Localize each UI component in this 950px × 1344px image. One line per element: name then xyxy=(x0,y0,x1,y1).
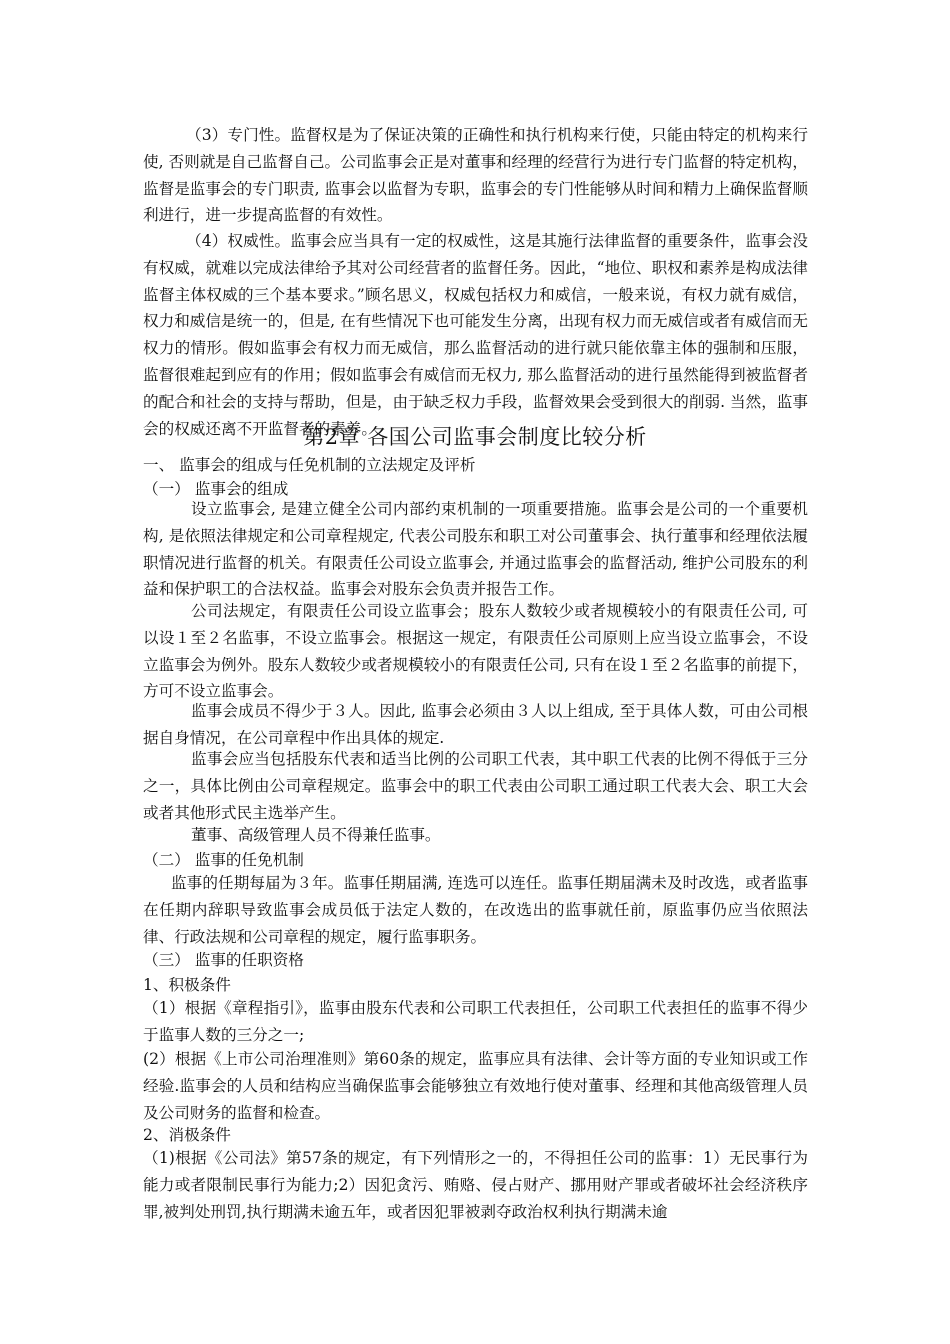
paragraph-company-law: 公司法规定，有限责任公司设立监事会；股东人数较少或者规模较小的有限责任公司, 可以设１至２名监事，不设立监事会。根据这一规定，有限责任公司原则上应当设立监事会，不设立监事会为例外。股东人数较少或者规模较小的有限责任公司, 只有在设１至２名监事的前提下，方可不设立监事会。 xyxy=(143,602,808,701)
paragraph-no-dual-role: 董事、高级管理人员不得兼任监事。 xyxy=(191,826,441,844)
chapter-title: 第2章 各国公司监事会制度比较分析 xyxy=(303,425,647,449)
negative-conditions-heading: 2、消极条件 xyxy=(143,1126,231,1144)
paragraph-setup: 设立监事会, 是建立健全公司内部约束机制的一项重要措施。监事会是公司的一个重要机构, 是依照法律规定和公司章程规定, 代表公司股东和职工对公司董事会、执行董事和经理依法履职情况进行监督的机关。有限责任公司设立监事会, 并通过监事会的监督活动, 维护公司股东的利益和保护职工的合法权益。监事会对股东会负责并报告工作。 xyxy=(143,500,808,599)
paragraph-members: 监事会成员不得少于３人。因此, 监事会必须由３人以上组成, 至于具体人数，可由公司根据自身情况，在公司章程中作出具体的规定. xyxy=(143,702,808,747)
paragraph-positive-1: （1）根据《章程指引》，监事由股东代表和公司职工代表担任，公司职工代表担任的监事不得少于监事人数的三分之一; xyxy=(143,999,808,1044)
subsection-heading-qualification: （三） 监事的任职资格 xyxy=(143,951,304,969)
paragraph-authority: （4）权威性。监事会应当具有一定的权威性，这是其施行法律监督的重要条件，监事会没有权威，就难以完成法律给予其对公司经营者的监督任务。因此，“地位、职权和素养是构成法律监督主体权威的三个基本要求。”顾名思义，权威包括权力和威信，一般来说，有权力就有威信，权力和威信是统一的，但是, 在有些情况下也可能发生分离，出现有权力而无威信或者有威信而无权力的情形。假如监事会有权力而无威信，那么监督活动的进行就只能依靠主体的强制和压服，监督很难起到应有的作用；假如监事会有威信而无权力, 那么监督活动的进行虽然能得到被监督者的配合和社会的支持与帮助，但是，由于缺乏权力手段，监督效果会受到很大的削弱. 当然，监事会的权威还离不开监督者的素养。 xyxy=(143,232,808,438)
paragraph-negative-1: （1)根据《公司法》第57条的规定，有下列情形之一的，不得担任公司的监事：1）无民事行为能力或者限制民事行为能力;2）因犯贪污、贿赂、侵占财产、挪用财产罪或者破坏社会经济秩序罪,被判处刑罚,执行期满未逾五年，或者因犯罪被剥夺政治权利执行期满未逾 xyxy=(143,1149,808,1221)
paragraph-representatives: 监事会应当包括股东代表和适当比例的公司职工代表，其中职工代表的比例不得低于三分之一，具体比例由公司章程规定。监事会中的职工代表由公司职工通过职工代表大会、职工大会或者其他形式民主选举产生。 xyxy=(143,750,808,822)
paragraph-positive-2: (2）根据《上市公司治理准则》第60条的规定，监事应具有法律、会计等方面的专业知识或工作经验.监事会的人员和结构应当确保监事会能够独立有效地行使对董事、经理和其他高级管理人员及公司财务的监督和检查。 xyxy=(143,1050,808,1122)
subsection-heading-composition: （一） 监事会的组成 xyxy=(143,480,289,498)
section-heading-1: 一、 监事会的组成与任免机制的立法规定及评析 xyxy=(143,456,476,474)
paragraph-term: 监事的任期每届为３年。监事任期届满, 连选可以连任。监事任期届满未及时改选，或者监事在任期内辞职导致监事会成员低于法定人数的，在改选出的监事就任前，原监事仍应当依照法律、行政法规和公司章程的规定，履行监事职务。 xyxy=(143,874,808,946)
positive-conditions-heading: 1、积极条件 xyxy=(143,976,231,994)
paragraph-specialized: （3）专门性。监督权是为了保证决策的正确性和执行机构来行使，只能由特定的机构来行使, 否则就是自己监督自己。公司监事会正是对董事和经理的经营行为进行专门监督的特定机构，监督是监事会的专门职责, 监事会以监督为专职，监事会的专门性能够从时间和精力上确保监督顺利进行，进一步提高监督的有效性。 xyxy=(143,126,808,225)
subsection-heading-appointment: （二） 监事的任免机制 xyxy=(143,851,304,869)
